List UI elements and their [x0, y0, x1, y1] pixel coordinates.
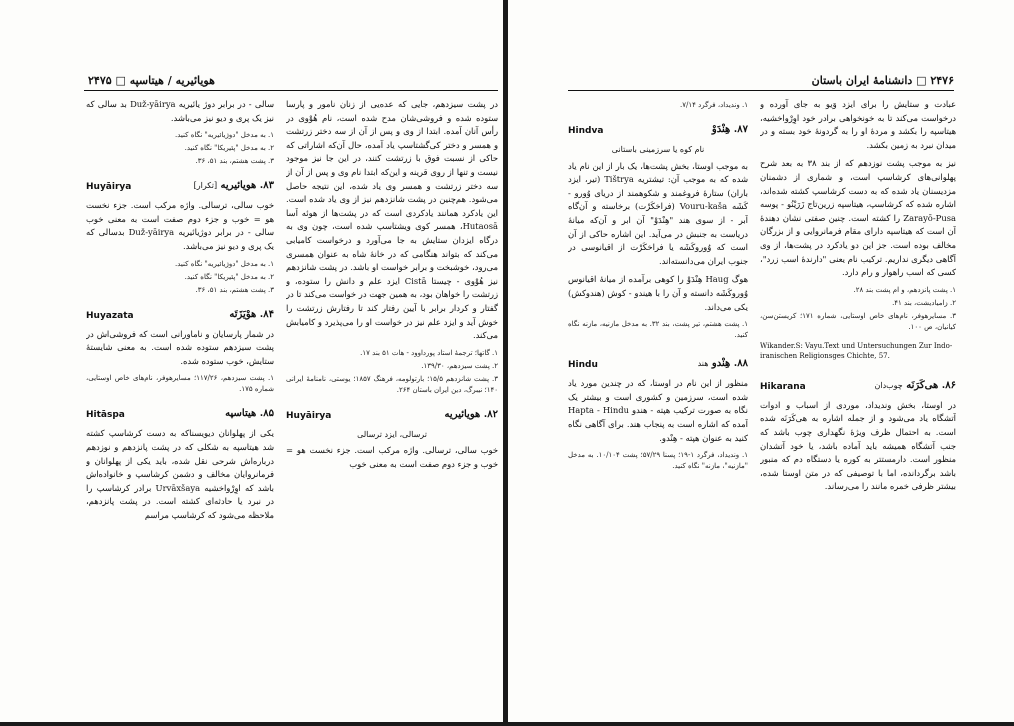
footnote: ۲. پشت سیزدهم، ۱۳۹/۳۰.	[421, 361, 498, 370]
footnote: ۱. به مدخل "دوژیائیریه" نگاه کنید.	[175, 259, 274, 268]
entry-subtitle: نام کوه یا سرزمینی باستانی	[611, 145, 705, 154]
entry-persian: ۸۴. هوْیَزَتَه	[229, 308, 274, 320]
left-page	[0, 0, 504, 726]
paragraph: سالی - در برابر دوژ یائیریه Duž-yāirya بد سالی که نیز یک پری و دیو نیز می‌باشد.	[86, 99, 274, 123]
header-rule	[84, 90, 498, 91]
entry-heading	[86, 179, 274, 195]
entry-latin: Hikarana	[760, 381, 806, 392]
footnote: ۱. پشت پانزدهم، و ام پشت بند ۲۸.	[853, 285, 956, 294]
footnote: ۳. پشت هشتم، بند ۵۱، ۳۶.	[195, 157, 274, 166]
entry-persian	[698, 357, 748, 371]
entry-text: منظور از این نام در اوستا، که در چندین مورد یاد شده است، سرزمین و کشوری است و بیشتر یک نگاه به صورت ترکیب هپته - هندو Hapta - Hindu آمده که اشاره است به پنجاب هند. برای آگاهی نگاه کنید به عنوان هپته - هِنْدو.	[568, 378, 748, 443]
entry-text: در اوستا، بخش وندیداد، موردی از اسباب و ادوات آتشگاه یاد می‌شود و از جمله اشاره به هی‌کَرَنَه شده است. به احتمال ظرف ویژهٔ نگهداری چوب باشد که جنب آتشگاه همیشه باید آماده باشد، یا خود آتشدان منظور است. دارمستتر به کوره یا دستگاه دم که منبور باشد برگردانده، اما با توصیفی که در متن اوستا شده، بیشتر ظرفی خمره مانند را می‌رساند.	[760, 399, 956, 492]
text-column	[286, 98, 498, 718]
paragraph: نیز به موجب پشت نوزدهم که از بند ۳۸ به بعد شرح پهلوانی‌های کرشاسپ است، و شماری از دشمنان مزدیسنان یاد شده که به دست کرشاسپ کشته شده‌اند، اشاره شده که کرشاسپ، هیتاسپه زرین‌تاج زَرَیْنُو - پوسه Zarayō-Pusa را کشته است. چنین صفتی نشان دهندهٔ آن است که هیتاسپه دارای مقام فرمانروایی و از بزرگان مخالف بوده است. جز این دو یادکرد در پشت‌ها، از وی آگاهی دیگری نداریم. ترکیب نام یعنی "دارندهٔ اسب زرد"، کسی که اسب راهوار و رام دارد.	[760, 158, 956, 278]
bottom-edge	[0, 722, 1014, 726]
footnote: ۱. به مدخل "دوژیائیریه" نگاه کنید.	[175, 131, 274, 140]
footnote: ۱. پشت سیزدهم، ۱۱۷/۲۶؛ مسایرهوفر، نام‌های خاص اوستایی، شماره ۱۷۵.	[86, 374, 274, 394]
entry-latin: Huyāirya	[286, 410, 332, 421]
entry-text: هوگ Haug هِنْدَوْ را کوهی برآمده از میانهٔ اقیانوس وُوروکَشَه دانسته و آن را با هیندو - کوش (هندوکش) یکی می‌داند.	[568, 274, 748, 312]
entry-heading	[760, 379, 956, 395]
entry-title: ۸۸. هِنْدو	[711, 358, 748, 370]
entry-sub: هند	[697, 359, 709, 369]
entry-persian	[194, 179, 274, 193]
paragraph: عبادت و ستایش را برای ایزد وَیو به جای آورده و درخواست می‌کند تا به خونخواهی برادر خود اوِرْواخشیه، هیتاسپه را بکشد و مردهٔ او را به گردونهٔ خود بسته و در میدان نبرد به زمین بکشد.	[760, 99, 956, 150]
footnote: ۲. زامیادیشت، بند ۴۱.	[892, 298, 956, 307]
entry-heading	[568, 123, 748, 139]
entry-persian	[874, 379, 956, 393]
entry-title: ۸۳. هویائیریه	[220, 180, 274, 192]
right-page	[508, 0, 1014, 726]
footnote: ۱. پشت هشتم، تیر پشت، بند ۳۲. به مدخل مازنیه، مازنه نگاه کنید.	[568, 320, 748, 340]
running-head: ۲۴۷۶ □ دانشنامهٔ ایران باستان	[811, 74, 954, 87]
footnote: ۲. به مدخل "پئیریکا" نگاه کنید.	[184, 144, 274, 153]
entry-latin: Hindva	[568, 126, 604, 136]
paragraph: در پشت سیزدهم، جایی که عده‌یی از زنان نامور و پارسا ستوده شده و فروشی‌شان مدح شده است، نام هُوْوی در رأس آنان آمده. ابتدا از وی و پس از آن از سه دختر زرتشت و همسر و دختر کی‌گشتاسپ یاد آمده، حال آن‌که اشاراتی که حاکی از نسبت فوق با زرتشت کنند، در این جا نیز موجود نیست و تنها از روی قرینه و این‌که ابتدا نام وی و پس از آن از سه دختر زرتشت و همسر وی یاد شده، این نتیجه حاصل می‌شود. هم‌چنین در پشت شانزدهم نیز از وی یاد شده است. این یادکرد همانند یادکردی است که در پشت‌ها از هوئه اَسا Hutaosā، همسر کوی ویشتاسپ شده است، چون وی به درگاه ایزدان ستایش به جا می‌آورد و درخواست کامیابی می‌کند که بتواند هنگامی که در خانهٔ شاه به عنوان همسری می‌رود، خوشبخت و برابر خواست او باشد. در پشت شانزدهم نیز هُوْوی - چیستا Cistā ایزد علم و دانش را ستوده، و زرتشت را خواهان بود، به همین جهت در خواست می‌کند تا در گفتار و کردار برابر با آیین رفتار کند تا رفتارش زرتشت را خوش آید و ایزد علم نیز در خواست او را می‌پذیرد و کامیابش می‌کند.	[286, 99, 498, 341]
entry-latin: Hindu	[568, 360, 598, 371]
entry-latin: Huyazata	[86, 310, 134, 321]
text-column	[760, 98, 956, 718]
entry-title: ۸۶. هی‌کَرَنَه	[906, 379, 956, 391]
entry-heading	[86, 407, 274, 423]
entry-heading	[568, 357, 748, 373]
entry-text: خوب سالی، ترسالی. واژه مرکب است. جزء نخست هو = خوب و جزء دوم صفت است به معنی خوب	[286, 445, 498, 469]
entry-persian: ۸۲. هویائیریه	[444, 408, 498, 420]
text-column	[86, 98, 274, 718]
latin-footnote: Wikander.S: Vayu.Text und Untersuchungen Zur Indo-iranischen Religionsges Chichte, 57.	[760, 341, 953, 360]
entry-persian: ۸۵. هیتاسپه	[225, 408, 274, 420]
footnote: ۱. وندیداد، فرگرد ۱-۱۹؛ پسنا ۵۷/۲۹؛ پشت ۱۰/۱۰۴. به مدخل "مازنیه"، مازنه" نگاه کنید.	[568, 451, 748, 471]
entry-persian: ۸۷. هِنْدَوْ	[711, 124, 748, 135]
entry-latin: Hitāspa	[86, 410, 125, 421]
entry-latin: Huyāirya	[86, 182, 132, 193]
entry-text: خوب سالی، ترسالی. واژه مرکب است. جزء نخست هو = خوب و جزء دوم صفت است به معنی خوب سالی - در برابر دوژیائیریه Duž-yāirya بدسالی که یک پری و دیو نیز می‌باشد.	[86, 200, 274, 251]
entry-subtitle: ترسالی، ایزد ترسالی	[357, 429, 427, 439]
footnote: ۳. پشت شانزدهم ۱۵/۵؛ بارتولومه، فرهنگ ۱۸۵۷؛ یوستی، نامنامهٔ ایرانی ۱۴۰؛ نیبرگ، دین ایران باستان ۲۶۴.	[286, 374, 498, 394]
entry-text: یکی از پهلوانان دیویسناکه به دست کرشاسپ کشته شد هیتاسپه به شکلی که در پشت پانزدهم و نوزدهم درباره‌اش شرحی نقل شده، باید یکی از پهلوانان و فرمانروایان مخالف و دشمن کرشاسپ و خانواده‌اش باشد که اوِرْواخشیه Urvāxšaya برادر کرشاسپ را در نبرد یا حادثه‌ای کشته است. در پشت پانزدهم، ملاحظه می‌شود که کرشاسپ مراسم	[86, 428, 274, 520]
entry-sub: چوب‌دان	[874, 380, 903, 390]
header-rule	[568, 90, 954, 91]
entry-heading	[286, 408, 498, 424]
entry-text: به موجب اوستا، بخش پشت‌ها، یک بار از این نام یاد شده که به موجب آن: تیشتریه Tištrya (تیر، ایزد باران) ستارهٔ فروغمند و شکوهمند از دریای وُورو - کَشَه Vouru-kaša (فراخکَرْت) برخاسته و آن‌گاه آبر - از سوی هند "هِنْدَوْ" آن ابر و آن‌که میانهٔ دریاست به جنبش در می‌آید. این اشاره حاکی از آن است که وُوروکَشَه یا فراخکَرْت از اقیانوسی در جنوب ایران می‌دانسته‌اند.	[568, 160, 748, 266]
entry-text: در شمار پارسایان و ناماورانی است که فروشی‌اش در پشت سیزدهم ستوده شده است. به معنی شایستهٔ ستایش، خوب ستوده شده.	[86, 328, 274, 366]
text-column	[568, 98, 748, 718]
footnote: ۳. مسایرهوفر، نام‌های خاص اوستایی، شماره ۱۷۱؛ کریستن‌سن، کیانیان، ص ۱۰۰.	[760, 311, 956, 331]
entry-heading	[86, 308, 274, 324]
footnote: ۱. وندیداد، فرگرد ۷/۱۴.	[679, 101, 748, 109]
footnote: ۳. پشت هشتم، بند ۵۱، ۳۶.	[195, 285, 274, 294]
footnote: ۲. به مدخل "پئیریکا" نگاه کنید.	[184, 272, 274, 281]
running-head: هویائیریه / هیتاسپه □ ۲۴۷۵	[88, 74, 215, 87]
footnote: ۱. گاتها؛ ترجمهٔ استاد پورداوود - هات ۵۱ بند ۱۷.	[360, 348, 498, 357]
entry-tag: [تکرار]	[193, 181, 218, 191]
